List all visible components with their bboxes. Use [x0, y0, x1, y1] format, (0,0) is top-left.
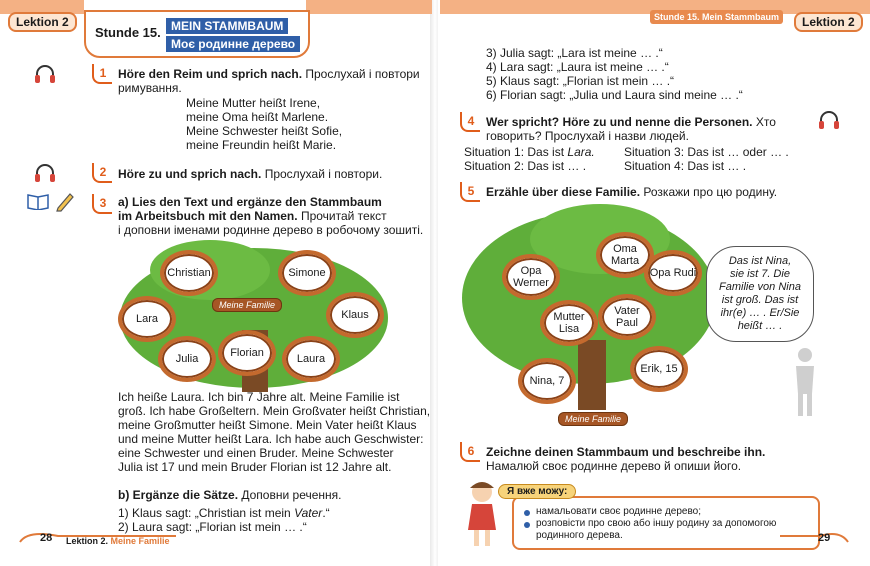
- page-number-right: 29: [818, 532, 831, 544]
- exercise-number-3: 3: [92, 194, 112, 214]
- exercise-number-4: 4: [460, 112, 480, 132]
- situation-3: Situation 3: Das ist … oder … .: [624, 145, 789, 159]
- footer-swoosh-right: [780, 526, 850, 544]
- exercise-number-5: 5: [460, 182, 480, 202]
- stunde-number: Stunde 15.: [95, 25, 161, 40]
- exercise-number-2: 2: [92, 163, 112, 183]
- ex3b-instruction: b) Ergänze die Sätze. Доповни речення.: [118, 488, 342, 502]
- tree-node: Florian: [218, 330, 276, 376]
- ex4-instruction-cont: говорить? Прослухай і назви людей.: [486, 129, 689, 143]
- bullet: [524, 522, 530, 528]
- tree-node: Christian: [160, 250, 218, 296]
- sentence-1: 1) Klaus sagt: „Christian ist mein Vater.“: [118, 506, 330, 520]
- situation-2: Situation 2: Das ist … .: [464, 159, 587, 173]
- bullet: [524, 510, 530, 516]
- ex5-instruction: Erzähle über diese Familie. Розкажи про цю родину.: [486, 185, 778, 199]
- page-title-de: MEIN STAMMBAUM: [166, 18, 288, 34]
- person-silhouette-icon: [790, 346, 820, 418]
- story-line: meine Großmutter heißt Simone. Mein Vater heißt Klaus: [118, 418, 417, 432]
- poem-line: meine Freundin heißt Marie.: [186, 138, 337, 152]
- speech-bubble: Das ist Nina, sie ist 7. Die Familie von Nina ist groß. Das ist ihr(e) … . Er/Sie heißt … .: [706, 246, 814, 342]
- can-do-tag: Я вже можу:: [498, 484, 576, 499]
- headphones-icon: [34, 64, 56, 84]
- pencil-icon: [54, 190, 76, 212]
- headphones-icon: [34, 163, 56, 183]
- tree-node: Opa Rudi: [644, 250, 702, 296]
- tree-plaque: Meine Familie: [558, 412, 628, 426]
- lesson-title-box: [84, 10, 310, 58]
- can-do-item: намальовати своє родинне дерево;: [536, 506, 702, 517]
- can-do-item: розповісти про свою або іншу родину за допомогою: [536, 518, 777, 529]
- ex1-instruction: Höre den Reim und sprich nach. Прослухай і повтори: [118, 67, 420, 81]
- tree-node: Laura: [282, 336, 340, 382]
- sentence-3: 3) Julia sagt: „Lara ist meine … .“: [486, 46, 663, 60]
- poem-line: Meine Schwester heißt Sofie,: [186, 124, 343, 138]
- tree-node: Simone: [278, 250, 336, 296]
- tree-plaque: Meine Familie: [212, 298, 282, 312]
- sentence-5: 5) Klaus sagt: „Florian ist mein … .“: [486, 74, 675, 88]
- story-line: Julia ist 17 und mein Bruder Florian ist 12 Jahre alt.: [118, 460, 392, 474]
- tree-node: Klaus: [326, 292, 384, 338]
- headphones-icon: [818, 110, 840, 130]
- tree-node: Vater Paul: [598, 294, 656, 340]
- lektion-tab-left: Lektion 2: [8, 12, 77, 32]
- story-line: und meine Mutter heißt Lara. Ich habe auch Geschwister:: [118, 432, 424, 446]
- page-title-ua: Моє родинне дерево: [166, 36, 300, 52]
- sentence-6: 6) Florian sagt: „Julia und Laura sind meine … .“: [486, 88, 743, 102]
- tree-node: Lara: [118, 296, 176, 342]
- poem-line: Meine Mutter heißt Irene,: [186, 96, 321, 110]
- story-line: eine Schwester und einen Bruder. Meine Schwester: [118, 446, 394, 460]
- ex3a-instruction: a) Lies den Text und ergänze den Stammbaum: [118, 195, 382, 209]
- ex3a-instruction-ua: і доповни іменами родинне дерево в робочому зошиті.: [118, 223, 424, 237]
- book-icon: [26, 192, 50, 210]
- sentence-4: 4) Lara sagt: „Laura ist meine … .“: [486, 60, 669, 74]
- ex6-instruction-ua: Намалюй своє родинне дерево й опиши його.: [486, 459, 742, 473]
- exercise-number-6: 6: [460, 442, 480, 462]
- exercise-number-1: 1: [92, 64, 112, 84]
- can-do-item-cont: родинного дерева.: [536, 530, 623, 541]
- tree-node: Julia: [158, 336, 216, 382]
- story-line: Ich heiße Laura. Ich bin 7 Jahre alt. Meine Familie ist: [118, 390, 400, 404]
- ex1-instruction-cont: римування.: [118, 81, 182, 95]
- ex6-instruction: Zeichne deinen Stammbaum und beschreibe ihn.: [486, 445, 766, 459]
- tree-node: Erik, 15: [630, 346, 688, 392]
- tree-node: Opa Werner: [502, 254, 560, 300]
- situation-1: Situation 1: Das ist Lara.: [464, 145, 595, 159]
- tree-node: Oma Marta: [596, 232, 654, 278]
- page-number-left: 28: [40, 532, 53, 544]
- header-band-left-2: [306, 0, 432, 14]
- tree-node: Mutter Lisa: [540, 300, 598, 346]
- footer-lesson-label: Lektion 2. Meine Familie: [66, 536, 170, 546]
- ex2-instruction: Höre zu und sprich nach. Прослухай і повтори.: [118, 167, 383, 181]
- situation-4: Situation 4: Das ist … .: [624, 159, 747, 173]
- poem-line: meine Oma heißt Marlene.: [186, 110, 329, 124]
- lektion-tab-right: Lektion 2: [794, 12, 863, 32]
- tree-node: Nina, 7: [518, 358, 576, 404]
- running-head: Stunde 15. Mein Stammbaum: [650, 10, 783, 24]
- tree-trunk: [578, 340, 606, 410]
- ex3a-instruction-cont: im Arbeitsbuch mit den Namen. Прочитай текст: [118, 209, 387, 223]
- sentence-2: 2) Laura sagt: „Florian ist mein … .“: [118, 520, 307, 534]
- story-line: groß. Ich habe Großeltern. Mein Großvater heißt Christian,: [118, 404, 431, 418]
- ex4-instruction: Wer spricht? Höre zu und nenne die Personen. Хто: [486, 115, 776, 129]
